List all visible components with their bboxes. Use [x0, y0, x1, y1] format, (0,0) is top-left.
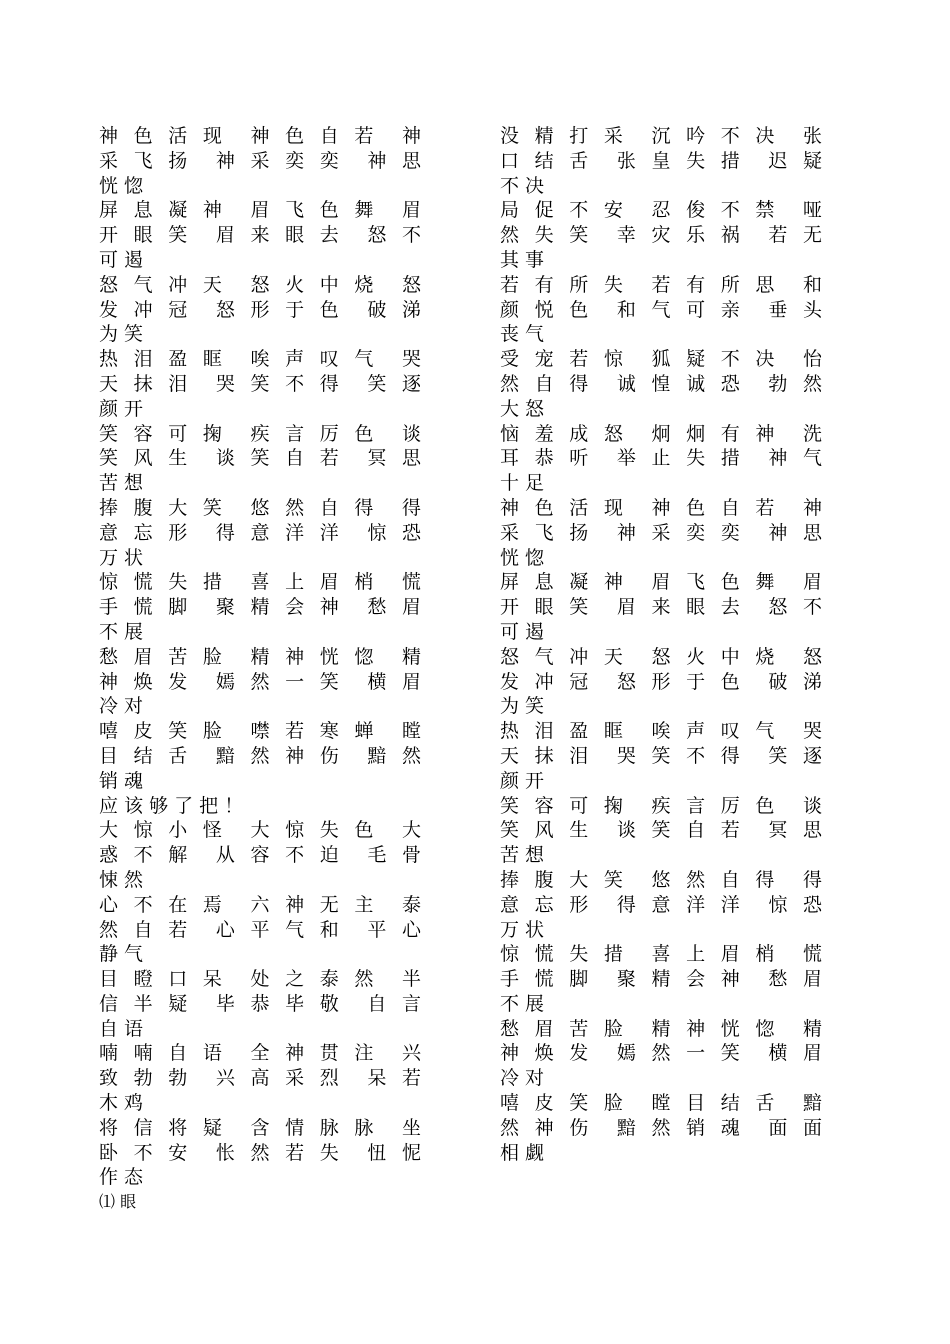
text-line: 笑 风 生 谈 笑 自 若 冥 思 — [500, 819, 822, 842]
text-line: 天 抹 泪 哭 笑 不 得 笑 逐 — [500, 744, 822, 767]
text-line: 不 展 — [99, 620, 144, 643]
text-line: 发 冲 冠 怒 形 于 色 破 涕 — [500, 670, 822, 693]
text-line: 发 冲 冠 怒 形 于 色 破 涕 — [99, 298, 421, 321]
text-line: 冷 对 — [500, 1067, 545, 1090]
text-line: 采 飞 扬 神 采 奕 奕 神 思 — [500, 521, 822, 544]
right-column — [500, 124, 822, 1165]
text-line: 为 笑 — [500, 695, 545, 718]
text-line: 惑 不 解 从 容 不 迫 毛 骨 — [99, 844, 421, 867]
text-line: 局 促 不 安 忍 俊 不 禁 哑 — [500, 199, 822, 222]
text-line: 神 焕 发 嫣 然 一 笑 横 眉 — [500, 1042, 822, 1065]
text-line: 屏 息 凝 神 眉 飞 色 舞 眉 — [500, 571, 822, 594]
text-line: 木 鸡 — [99, 1092, 144, 1115]
left-column — [99, 124, 421, 1215]
text-line: 可 遏 — [99, 248, 144, 271]
text-line: 可 遏 — [500, 620, 545, 643]
text-line: 恍 惚 — [500, 546, 545, 569]
text-line: 应 该 够 了 把 ！ — [99, 794, 244, 817]
text-line: 颜 悦 色 和 气 可 亲 垂 头 — [500, 298, 822, 321]
text-line: 神 色 活 现 神 色 自 若 神 — [99, 125, 421, 147]
text-line: 不 决 — [500, 174, 545, 197]
text-line: 神 焕 发 嫣 然 一 笑 横 眉 — [99, 670, 421, 693]
text-line: 然 自 若 心 平 气 和 平 心 — [99, 918, 421, 941]
text-line: 捧 腹 大 笑 悠 然 自 得 得 — [99, 496, 421, 519]
text-line: 热 泪 盈 眶 唉 声 叹 气 哭 — [99, 348, 421, 371]
text-line: 为 笑 — [99, 323, 144, 346]
text-line: 笑 风 生 谈 笑 自 若 冥 思 — [99, 447, 421, 470]
text-line: 惊 慌 失 措 喜 上 眉 梢 慌 — [99, 571, 421, 594]
text-line: 嘻 皮 笑 脸 噤 若 寒 蝉 瞠 — [99, 720, 421, 743]
text-line: 不 展 — [500, 992, 545, 1015]
text-line: 意 忘 形 得 意 洋 洋 惊 恐 — [500, 893, 822, 916]
text-line: 相 觑 — [500, 1141, 545, 1164]
text-line: 销 魂 — [99, 769, 144, 792]
text-line: 采 飞 扬 神 采 奕 奕 神 思 — [99, 149, 421, 172]
text-line: 卧 不 安 怅 然 若 失 忸 怩 — [99, 1141, 421, 1164]
text-line: 颜 开 — [99, 397, 144, 420]
text-line: 神 色 活 现 神 色 自 若 神 — [500, 496, 822, 519]
text-line: 恼 羞 成 怒 炯 炯 有 神 洗 — [500, 422, 822, 445]
text-line: 十 足 — [500, 472, 545, 495]
text-line: 愁 眉 苦 脸 精 神 恍 惚 精 — [99, 645, 421, 668]
text-line: 开 眼 笑 眉 来 眼 去 怒 不 — [99, 224, 421, 247]
text-line: 开 眼 笑 眉 来 眼 去 怒 不 — [500, 596, 822, 619]
text-line: 受 宠 若 惊 狐 疑 不 决 怡 — [500, 348, 822, 371]
text-line: 口 结 舌 张 皇 失 措 迟 疑 — [500, 149, 822, 172]
text-line: 万 状 — [99, 546, 144, 569]
text-line: ⑴ 眼 — [99, 1192, 137, 1212]
text-line: 怒 气 冲 天 怒 火 中 烧 怒 — [99, 273, 421, 296]
text-line: 手 慌 脚 聚 精 会 神 愁 眉 — [500, 968, 822, 991]
text-line: 将 信 将 疑 含 情 脉 脉 坐 — [99, 1116, 421, 1139]
text-line: 目 瞪 口 呆 处 之 泰 然 半 — [99, 968, 421, 991]
text-line: 大 惊 小 怪 大 惊 失 色 大 — [99, 819, 421, 842]
text-line: 喃 喃 自 语 全 神 贯 注 兴 — [99, 1042, 421, 1065]
text-line: 丧 气 — [500, 323, 545, 346]
text-line: 恍 惚 — [99, 174, 144, 197]
text-line: 万 状 — [500, 918, 545, 941]
text-line: 屏 息 凝 神 眉 飞 色 舞 眉 — [99, 199, 421, 222]
text-line: 热 泪 盈 眶 唉 声 叹 气 哭 — [500, 720, 822, 743]
text-line: 静 气 — [99, 943, 144, 966]
text-line: 捧 腹 大 笑 悠 然 自 得 得 — [500, 868, 822, 891]
text-line: 悚 然 — [99, 868, 144, 891]
text-line: 心 不 在 焉 六 神 无 主 泰 — [99, 893, 421, 916]
text-line: 怒 气 冲 天 怒 火 中 烧 怒 — [500, 645, 822, 668]
text-line: 耳 恭 听 举 止 失 措 神 气 — [500, 447, 822, 470]
text-line: 笑 容 可 掬 疾 言 厉 色 谈 — [500, 794, 822, 817]
text-line: 愁 眉 苦 脸 精 神 恍 惚 精 — [500, 1017, 822, 1040]
text-line: 信 半 疑 毕 恭 毕 敬 自 言 — [99, 992, 421, 1015]
text-line: 致 勃 勃 兴 高 采 烈 呆 若 — [99, 1067, 421, 1090]
text-line: 没 精 打 采 沉 吟 不 决 张 — [500, 125, 822, 147]
text-line: 惊 慌 失 措 喜 上 眉 梢 慌 — [500, 943, 822, 966]
text-line: 苦 想 — [500, 844, 545, 867]
text-line: 冷 对 — [99, 695, 144, 718]
text-line: 目 结 舌 黯 然 神 伤 黯 然 — [99, 744, 421, 767]
text-line: 其 事 — [500, 248, 545, 271]
text-line: 天 抹 泪 哭 笑 不 得 笑 逐 — [99, 372, 421, 395]
text-line: 嘻 皮 笑 脸 瞠 目 结 舌 黯 — [500, 1092, 822, 1115]
text-line: 作 态 — [99, 1166, 144, 1189]
text-line: 自 语 — [99, 1017, 144, 1040]
text-line: 然 失 笑 幸 灾 乐 祸 若 无 — [500, 224, 822, 247]
text-line: 意 忘 形 得 意 洋 洋 惊 恐 — [99, 521, 421, 544]
text-line: 大 怒 — [500, 397, 545, 420]
text-line: 然 自 得 诚 惶 诚 恐 勃 然 — [500, 372, 822, 395]
text-line: 若 有 所 失 若 有 所 思 和 — [500, 273, 822, 296]
text-line: 手 慌 脚 聚 精 会 神 愁 眉 — [99, 596, 421, 619]
text-line: 苦 想 — [99, 472, 144, 495]
text-line: 颜 开 — [500, 769, 545, 792]
text-line: 然 神 伤 黯 然 销 魂 面 面 — [500, 1116, 822, 1139]
text-line: 笑 容 可 掬 疾 言 厉 色 谈 — [99, 422, 421, 445]
